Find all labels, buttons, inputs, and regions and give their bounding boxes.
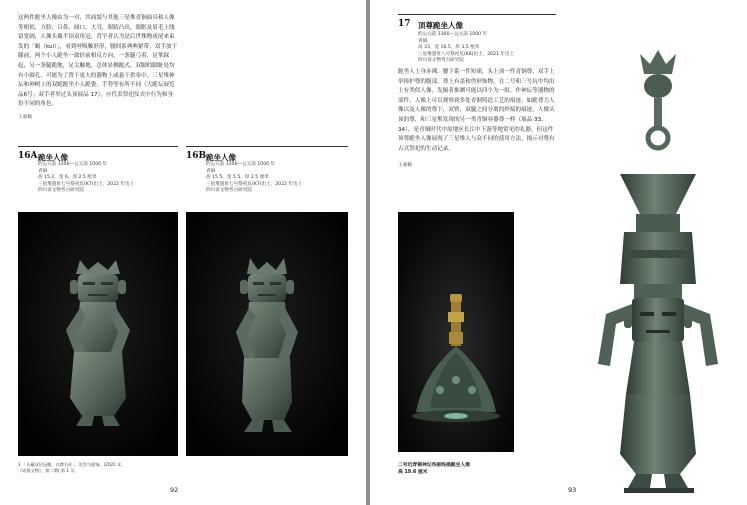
item-a-number: 16A: [18, 151, 38, 161]
item-a-dimensions: 高 15.2，宽 6，厚 2.5 厘米: [38, 175, 97, 181]
item-b-provenance: 三星堆遗址七号祭祀坑(K7)出土，2022 年出土: [206, 181, 303, 187]
item-b-material: 青铜: [206, 168, 216, 174]
caption-line-2: 高 19.6 厘米: [398, 470, 428, 475]
item-17-material: 青铜: [418, 38, 428, 44]
photo-divine-altar-figure: [398, 212, 514, 452]
divider-item-a: [18, 146, 178, 147]
item-b-title: 跪坐人像: [206, 153, 236, 162]
item-17-collection: 四川省文物考古研究院: [418, 58, 464, 64]
item-17-author: 王嘉佩: [398, 163, 412, 168]
footnote-line-2: 《成都文物》，第二期) 第 1 页。: [18, 467, 79, 473]
item-17-date: 约公元前 1300—公元前 1000 年: [418, 32, 488, 37]
item-a-metadata: [38, 162, 168, 195]
item-a-material: 青铜: [38, 168, 48, 174]
item-a-date: 约公元前 1300—公元前 1000 年: [38, 162, 108, 167]
item-17-number: 17: [398, 19, 411, 29]
item-17-body-text: 跪坐人上身赤裸，腰下系一件短裙，头上顶一件青铜尊，双手上举捧护尊的腹部，尊上有盖和兽形饰物，在二号和三号坑中均出土有类似人像，发掘者推测可能以四个为一组，作神坛等器物的部件，人像上可以观察到多处青铜铸造工艺的痕迹，如跪尊力人像以及人像的尊下，双臂，双腿之间分离的焊接的痕迹，人像头顶的尊，和三星堆发现的另一类青铜容器尊一样（展品 33、34），是青铜时代中原地区长江中下游等地常见的礼器，但这件顶尊跪坐人像展现了三星堆人与众不同的使用方法，揭示对尊有古式祭祀的生动记录。: [398, 69, 555, 152]
item-a-collection: 四川省文物考古研究院: [38, 188, 84, 194]
caption-line-1: 二号坑青铜神坛残部线描跪坐人像: [398, 463, 470, 468]
footnote: [18, 462, 178, 473]
page-number-left: 92: [170, 486, 179, 494]
item-b-collection: 四川省文物考古研究院: [206, 188, 252, 194]
left-page: [0, 0, 366, 505]
item-a-title: 跪坐人像: [38, 153, 68, 162]
right-page: [370, 0, 747, 505]
item-b-number: 16B: [186, 151, 207, 161]
divider-item-b: [186, 146, 348, 147]
item-17-title: 顶尊跪坐人像: [418, 21, 463, 30]
item-17-dimensions: 高 33，宽 16.5，厚 3.5 厘米: [418, 45, 480, 51]
intro-text: 这两件跪坐人像由为一对，其面貌与其他三星堆青铜面具和人像等相似，方脸、吕鼻、阔口、大耳，眼睛凸出，眼眶及眉毛上线留宽阔，人像头戴半顶双角冠，背字者认为是后世殊物成尾来束发的「蝎（kui）」，看到呼吸触形形，腰间系典典紧带，双手放于膝前，两个小人跪坐一致倍前相反方向，一条腿弓着，足掌踩起，另一条腿跪地，足尖触地，总体显侧跪式，双脚的脚趾处均有小圆孔，可能为了置于更大的器物上或悬于供奉中，三星堆神坛和神树上的双跪跪坐小人跪姿，手势等有所不同（大跪坛展览品6号；双手者举过头顶展品 17），应代表祭祀仪式中行为和身份不同的角色。: [18, 15, 178, 108]
divider-item-17: [398, 14, 556, 15]
item-b-date: 约公元前 1300—公元前 1000 年: [206, 162, 276, 167]
intro-author: 王嘉佩: [18, 115, 32, 120]
footnote-line-1: 1 「头戴双层冠帽，衣襟右衽」，发型与服饰。(2021 年。: [18, 462, 126, 467]
photo-zun-bearing-figure: [584, 14, 747, 505]
photo-caption: [398, 462, 528, 476]
photo-kneeling-figure-b: [186, 212, 348, 456]
item-17-provenance: 三星堆遗址八号祭祀坑(K8)出土，2021 年出土: [418, 51, 515, 57]
item-17-metadata: [418, 32, 558, 65]
photo-kneeling-figure-a: [18, 212, 178, 456]
page-number-right: 93: [568, 486, 577, 494]
item-b-metadata: [206, 162, 346, 195]
item-b-dimensions: 高 15.5，宽 5.5，厚 2.5 厘米: [206, 175, 269, 181]
item-a-provenance: 三星堆遗址七号祭祀坑(K7)出土，2022 年出土: [38, 181, 135, 187]
